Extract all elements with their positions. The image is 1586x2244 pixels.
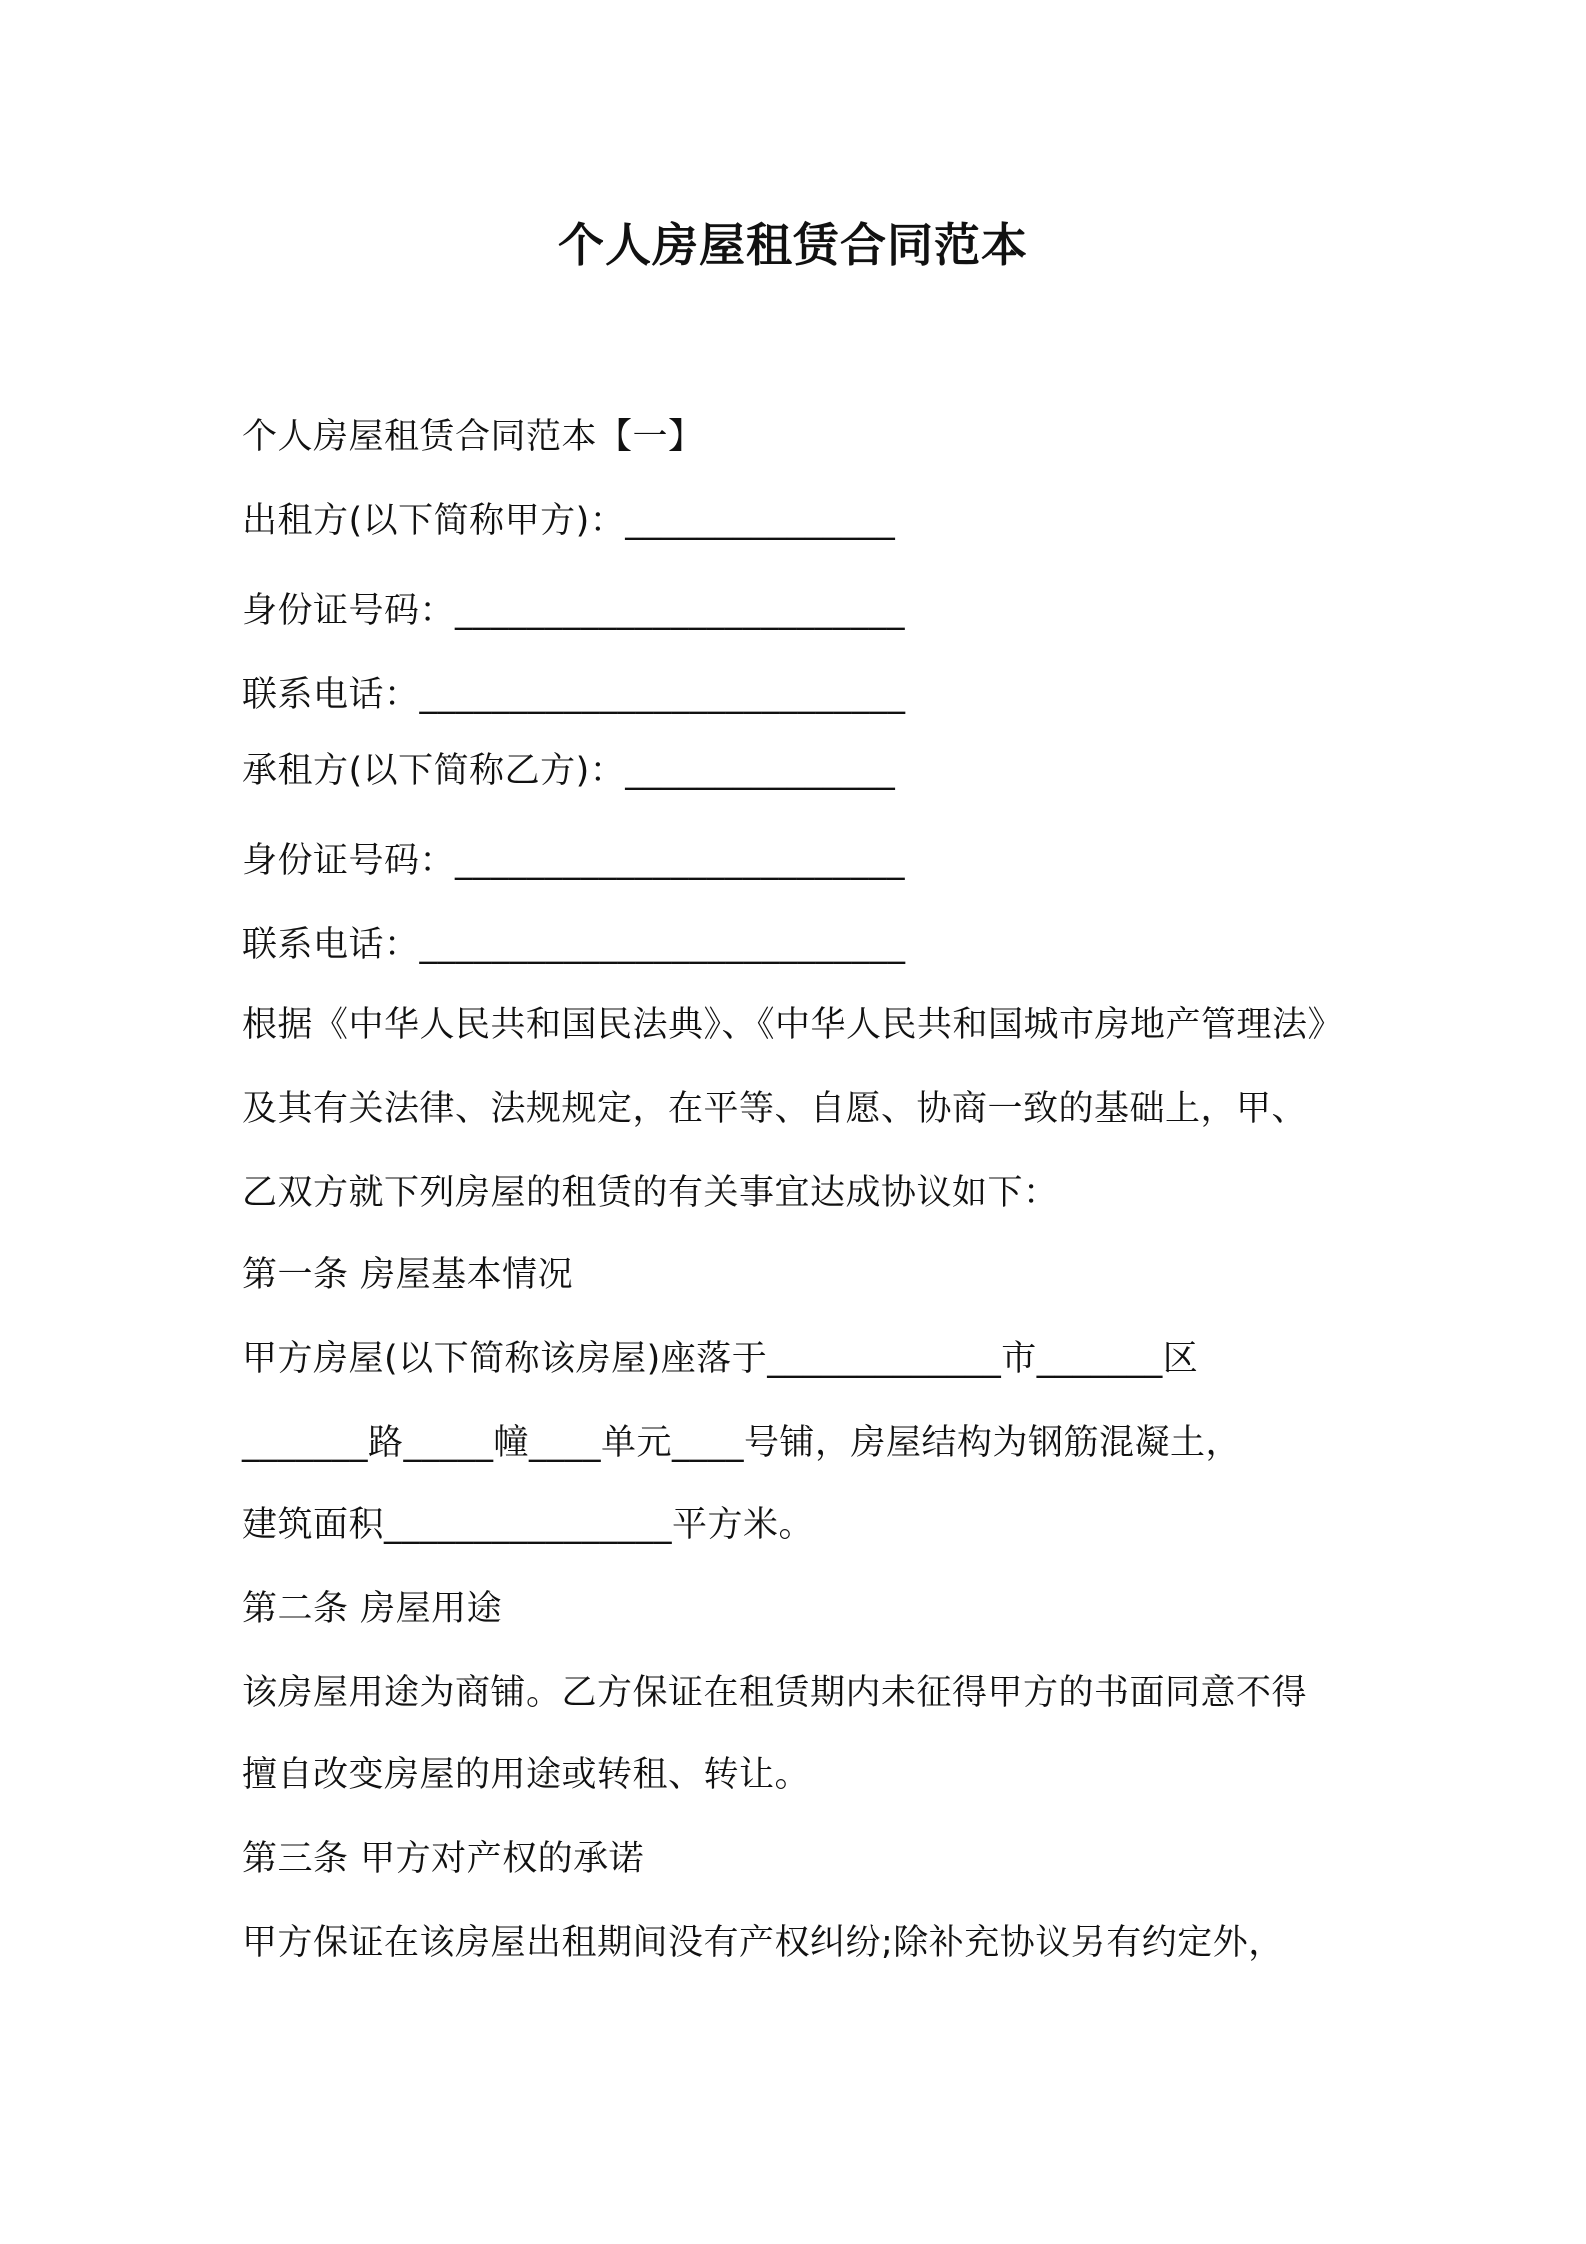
article-heading: 第二条 房屋用途 [242, 1589, 503, 1629]
article-heading: 第一条 房屋基本情况 [242, 1255, 574, 1295]
article-text: 甲方房屋(以下简称该房屋)座落于_____________市_______区 [242, 1339, 1199, 1379]
article-text: 擅自改变房屋的用途或转租、转让。 [242, 1755, 811, 1795]
article-text: _______路_____幢____单元____号铺，房屋结构为钢筋混凝土， [242, 1423, 1242, 1463]
preamble-line: 根据《中华人民共和国民法典》、《中华人民共和国城市房地产管理法》 [242, 1005, 1344, 1045]
article-text: 该房屋用途为商铺。乙方保证在租赁期内未征得甲方的书面同意不得 [242, 1673, 1308, 1713]
lessor-field: 出租方(以下简称甲方)：_______________ [242, 501, 896, 541]
article-text: 建筑面积________________平方米。 [242, 1505, 815, 1545]
preamble-line: 及其有关法律、法规规定，在平等、自愿、协商一致的基础上，甲、 [242, 1089, 1308, 1129]
lessee-phone-field: 联系电话：___________________________ [242, 925, 906, 965]
lessee-id-field: 身份证号码：_________________________ [242, 841, 906, 881]
lessee-field: 承租方(以下简称乙方)：_______________ [242, 751, 896, 791]
lessor-phone-field: 联系电话：___________________________ [242, 675, 906, 715]
section-heading: 个人房屋租赁合同范本【一】 [242, 417, 704, 457]
article-text: 甲方保证在该房屋出租期间没有产权纠纷;除补充协议另有约定外， [242, 1923, 1284, 1963]
article-heading: 第三条 甲方对产权的承诺 [242, 1839, 645, 1879]
lessor-id-field: 身份证号码：_________________________ [242, 591, 906, 631]
preamble-line: 乙双方就下列房屋的租赁的有关事宜达成协议如下： [242, 1173, 1059, 1213]
document-title: 个人房屋租赁合同范本 [558, 218, 1028, 272]
